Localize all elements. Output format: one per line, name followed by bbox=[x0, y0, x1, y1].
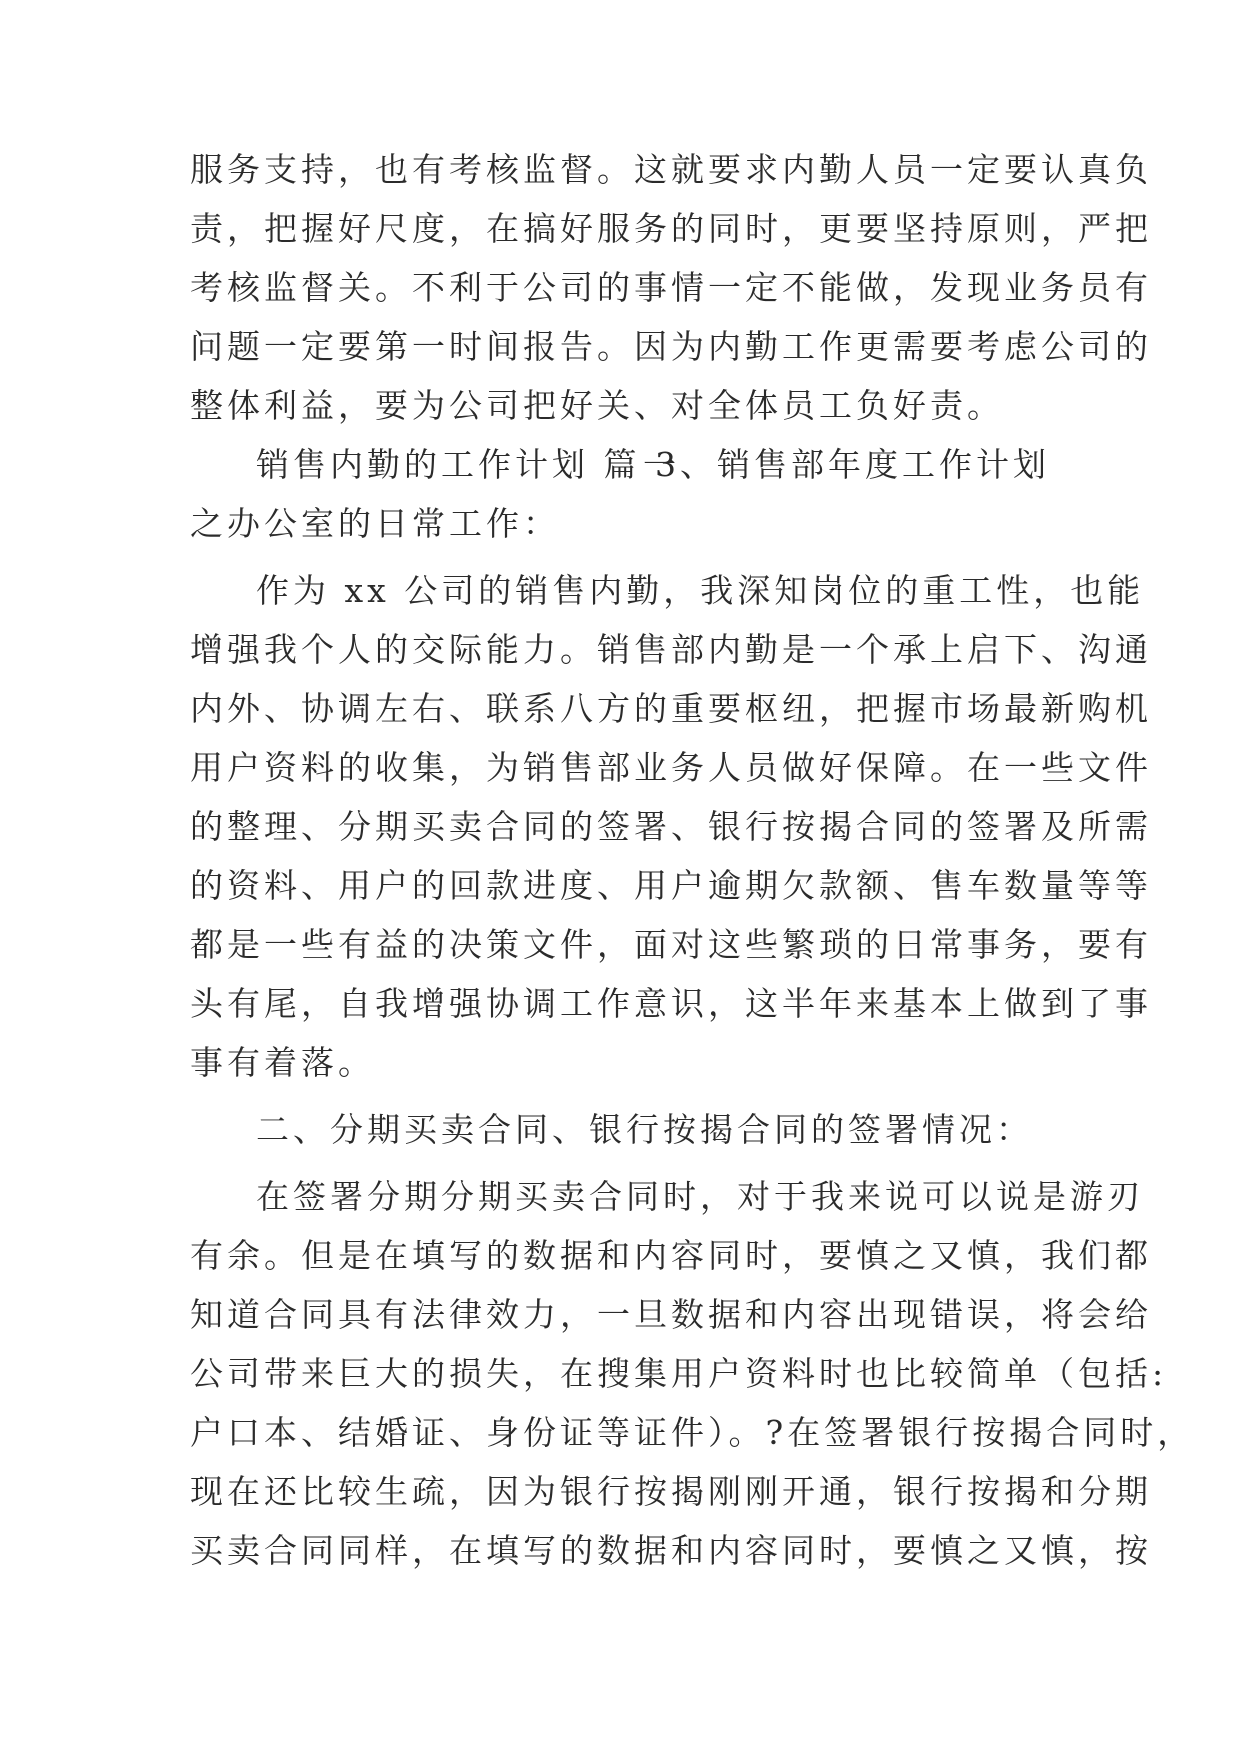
text-line: 之办公室的日常工作： bbox=[190, 504, 560, 543]
text-line: 增强我个人的交际能力。销售部内勤是一个承上启下、沟通 bbox=[190, 630, 1152, 669]
heading-title: 销售内勤的工作计划 篇 3 bbox=[256, 445, 680, 484]
text-line: 公司带来巨大的损失，在搜集用户资料时也比较简单（包括: bbox=[190, 1354, 1168, 1393]
text-line: 的整理、分期买卖合同的签署、银行按揭合同的签署及所需 bbox=[190, 807, 1152, 846]
text-line: 头有尾，自我增强协调工作意识，这半年来基本上做到了事 bbox=[190, 984, 1152, 1023]
text-line: 有余。但是在填写的数据和内容同时，要慎之又慎，我们都 bbox=[190, 1236, 1152, 1275]
text-line: 问题一定要第一时间报告。因为内勤工作更需要考虑公司的 bbox=[190, 327, 1152, 366]
text-line: 整体利益，要为公司把好关、对全体员工负好责。 bbox=[190, 386, 1004, 425]
text-line: 考核监督关。不利于公司的事情一定不能做，发现业务员有 bbox=[190, 268, 1152, 307]
section-title: 二、分期买卖合同、银行按揭合同的签署情况： bbox=[256, 1110, 1033, 1149]
text-line: 责，把握好尺度，在搞好服务的同时，更要坚持原则，严把 bbox=[190, 209, 1152, 248]
text-line: 买卖合同同样，在填写的数据和内容同时，要慎之又慎，按 bbox=[190, 1531, 1152, 1570]
text-line: 内外、协调左右、联系八方的重要枢纽，把握市场最新购机 bbox=[190, 689, 1152, 728]
section-heading bbox=[256, 436, 1050, 494]
text-line: 现在还比较生疏，因为银行按揭刚刚开通，银行按揭和分期 bbox=[190, 1472, 1152, 1511]
text-line: 都是一些有益的决策文件，面对这些繁琐的日常事务，要有 bbox=[190, 925, 1152, 964]
text-line: 用户资料的收集，为销售部业务人员做好保障。在一些文件 bbox=[190, 748, 1152, 787]
text-line: 知道合同具有法律效力，一旦数据和内容出现错误，将会给 bbox=[190, 1295, 1152, 1334]
text-line: 在签署分期分期买卖合同时，对于我来说可以说是游刃 bbox=[256, 1177, 1144, 1216]
text-line: 服务支持，也有考核监督。这就要求内勤人员一定要认真负 bbox=[190, 150, 1152, 189]
text-line: 事有着落。 bbox=[190, 1043, 375, 1082]
text-line: 作为 xx 公司的销售内勤，我深知岗位的重工性，也能 bbox=[256, 571, 1145, 610]
text-line: 的资料、用户的回款进度、用户逾期欠款额、售车数量等等 bbox=[190, 866, 1152, 905]
text-line: 户口本、结婚证、身份证等证件）。?在签署银行按揭合同时， bbox=[190, 1413, 1195, 1452]
heading-subtitle: 一、销售部年度工作计划 bbox=[643, 445, 1050, 484]
